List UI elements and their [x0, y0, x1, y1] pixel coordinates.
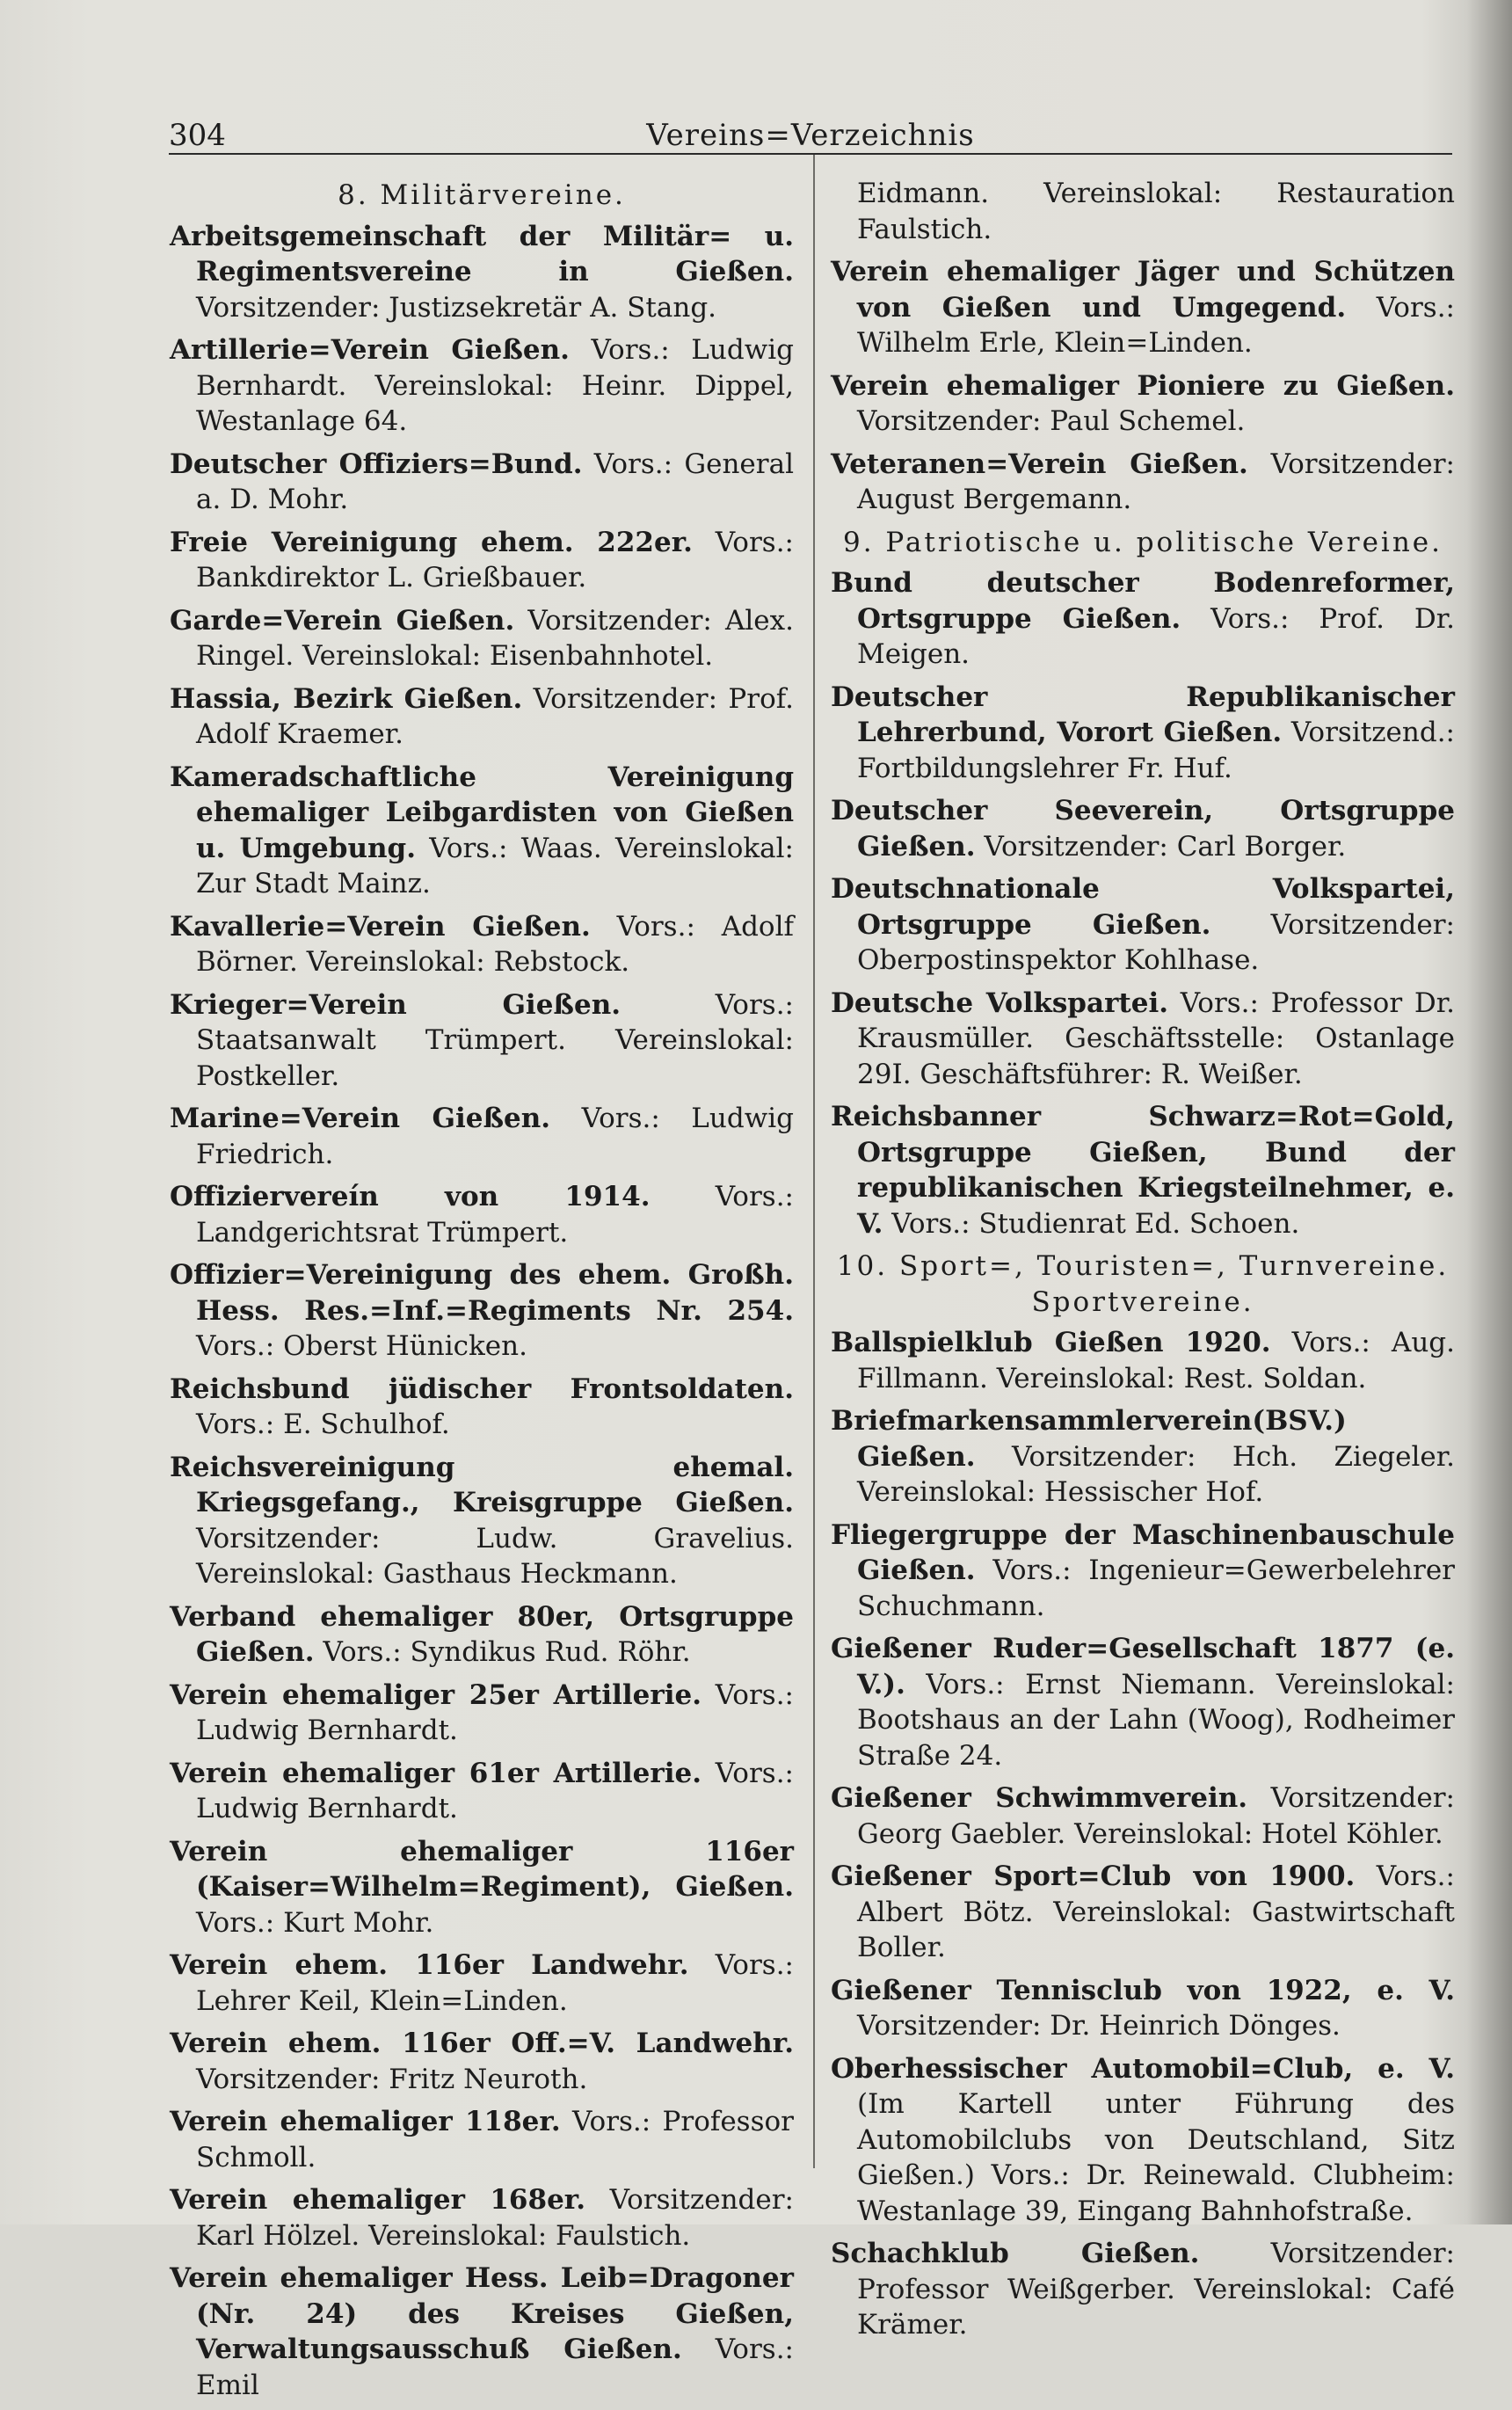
directory-entry [831, 1780, 1455, 1852]
entry-details: Vorsitzender: Oberpostinspektor Kohlhase. [857, 908, 1455, 976]
entry-name: Verein ehemaliger 168er. [170, 2184, 586, 2216]
page-number: 304 [169, 118, 226, 153]
directory-entry [170, 332, 794, 440]
entry-details: Vors.: Studienrat Ed. Schoen. [883, 1207, 1300, 1240]
entry-name: Verein ehemaliger Jäger und Schützen von Gießen und Umgegend. [831, 256, 1455, 324]
directory-entry [170, 987, 794, 1095]
directory-entry [170, 219, 794, 326]
entry-details: Vorsitzender: Ludw. Gravelius. Vereinslokal: Gasthaus Heckmann. [196, 1522, 794, 1590]
directory-entry [170, 1834, 794, 1941]
continuation-text: Eidmann. Vereinslokal: Restauration Faulstich. [857, 178, 1455, 245]
entry-details: Vors.: Wilhelm Erle, Klein=Linden. [857, 291, 1455, 359]
directory-entry [170, 2026, 794, 2097]
entry-name: Reichsbund jüdischer Frontsoldaten. [170, 1372, 794, 1405]
entry-name: Arbeitsgemeinschaft der Militär= u. Regimentsvereine in Gießen. [170, 220, 794, 288]
entry-name: Krieger=Verein Gießen. [170, 988, 622, 1021]
directory-entry [170, 1948, 794, 2019]
directory-entry [831, 871, 1455, 979]
directory-entry [170, 525, 794, 596]
directory-entry [170, 1372, 794, 1443]
directory-entry [831, 1325, 1455, 1396]
entry-name: Reichsvereinigung ehemal. Kriegsgefang., Kreisgruppe Gießen. [170, 1451, 794, 1518]
directory-entry [831, 1859, 1455, 1966]
entry-name: Offiziervereín von 1914. [170, 1181, 651, 1212]
entry-name: Verein ehemaliger 25er Artillerie. [170, 1678, 702, 1711]
directory-entry [831, 1403, 1455, 1511]
entry-details: Vors.: Staatsanwalt Trümpert. Vereinslokal: Postkeller. [196, 988, 794, 1092]
entry-details: Vors.: Prof. Dr. Meigen. [857, 602, 1456, 670]
entry-name: Verein ehem. 116er Landwehr. [170, 1949, 689, 1981]
entry-details: Vorsitzender: Paul Schemel. [857, 405, 1246, 437]
entry-details: Vors.: Albert Bötz. Vereinslokal: Gastwirtschaft Boller. [857, 1860, 1455, 1963]
entry-name: Reichsbanner Schwarz=Rot=Gold, Ortsgruppe Gießen, Bund der republikanischen Kriegsteilnehmer, e. V. [831, 1101, 1455, 1240]
entry-details: Vorsitzender: Fritz Neuroth. [196, 2063, 588, 2095]
directory-entry [170, 2182, 794, 2253]
entry-name: Hassia, Bezirk Gießen. [170, 682, 523, 715]
entry-details: Vors.: Ingenieur=Gewerbelehrer Schuchmann. [857, 1554, 1455, 1622]
entry-name: Gießener Sport=Club von 1900. [831, 1860, 1356, 1892]
entry-details: Vors.: Oberst Hünicken. [196, 1330, 527, 1362]
directory-entry [170, 603, 794, 674]
directory-entry [831, 1631, 1455, 1773]
entry-name: Garde=Verein Gießen. [170, 604, 515, 637]
directory-entry [831, 368, 1455, 440]
entry-details: Vorsitzender: Carl Borger. [975, 830, 1347, 863]
entry-name: Fliegergruppe der Maschinenbauschule Gießen. [831, 1518, 1455, 1586]
entry-name: Veteranen=Verein Gießen. [831, 448, 1248, 480]
directory-entry [831, 565, 1455, 673]
entry-details: Vors.: Kurt Mohr. [196, 1906, 434, 1939]
entry-details: Vorsitzender: Dr. Heinrich Dönges. [857, 2010, 1341, 2042]
column-divider [813, 155, 815, 2168]
directory-entry [170, 2104, 794, 2175]
entry-name: Bund deutscher Bodenreformer, Ortsgruppe Gießen. [831, 567, 1455, 635]
entry-name: Deutscher Offiziers=Bund. [170, 448, 583, 480]
entry-name: Kameradschaftliche Vereinigung ehemaliger Leibgardisten von Gießen u. Umgebung. [170, 761, 794, 864]
entry-name: Deutscher Republikanischer Lehrerbund, Vorort Gießen. [831, 681, 1455, 748]
entry-name: Offizier=Vereinigung des ehem. Großh. Hess. Res.=Inf.=Regiments Nr. 254. [170, 1259, 794, 1327]
directory-entry [831, 2051, 1455, 2230]
directory-entry [831, 447, 1455, 518]
entry-details: Vors.: E. Schulhof. [196, 1409, 450, 1440]
entry-name: Verein ehem. 116er Off.=V. Landwehr. [170, 2028, 794, 2059]
entry-details: Vors.: Ludwig Bernhardt. [196, 1678, 794, 1746]
entry-name: Deutschnationale Volkspartei, Ortsgruppe Gießen. [831, 873, 1455, 941]
entry-details: Vorsitzender: August Bergemann. [857, 448, 1455, 515]
entry-details: Vors.: Ludwig Friedrich. [196, 1103, 794, 1170]
section-heading: 8. Militärvereine. [338, 179, 626, 211]
directory-entry [831, 1518, 1455, 1625]
left-column [170, 176, 794, 2410]
directory-entry [831, 793, 1455, 864]
entry-details: Vors.: Adolf Börner. Vereinslokal: Rebstock. [196, 910, 794, 978]
directory-entry [170, 1101, 794, 1172]
entry-name: Ballspielklub Gießen 1920. [831, 1327, 1271, 1358]
directory-entry [170, 1756, 794, 1827]
section-heading: 10. Sport=, Touristen=, Turnvereine. Sportvereine. [836, 1250, 1450, 1318]
entry-name: Verein ehemaliger Pioniere zu Gießen. [831, 369, 1455, 402]
entry-name: Oberhessischer Automobil=Club, e. V. [831, 2052, 1455, 2085]
entry-name: Schachklub Gießen. [831, 2238, 1200, 2269]
entry-details: Vors.: Waas. Vereinslokal: Zur Stadt Mainz. [196, 832, 794, 899]
entry-details: Vorsitzender: Alex. Ringel. Vereinslokal: Eisenbahnhotel. [196, 604, 794, 672]
entry-name: Verband ehemaliger 80er, Ortsgruppe Gießen. [170, 1600, 794, 1668]
directory-entry [831, 1973, 1455, 2044]
directory-entry [170, 447, 794, 518]
entry-details: (Im Kartell unter Führung des Automobilclubs von Deutschland, Sitz Gießen.) Vors.: Dr. Reinewald. Clubheim: Westanlage 39, Eingang Bahnhofstraße. [857, 2088, 1455, 2227]
entry-details: Vorsitzender: Justizsekretär A. Stang. [196, 291, 717, 324]
running-head: Vereins=Verzeichnis [646, 118, 975, 153]
directory-entry [170, 1450, 794, 1592]
entry-name: Verein ehemaliger 118er. [170, 2106, 561, 2137]
directory-entry [170, 2261, 794, 2403]
entry-name: Gießener Tennisclub von 1922, e. V. [831, 1974, 1455, 2006]
directory-entry [170, 1678, 794, 1749]
entry-name: Verein ehemaliger Hess. Leib=Dragoner (Nr. 24) des Kreises Gießen, Verwaltungsausschuß Gießen. [170, 2262, 794, 2365]
entry-details: Vors.: Ernst Niemann. Vereinslokal: Bootshaus an der Lahn (Woog), Rodheimer Straße 24. [857, 1668, 1455, 1772]
entry-details: Vors.: Syndikus Rud. Röhr. [314, 1636, 691, 1668]
entry-details: Vors.: Ludwig Bernhardt. [196, 1757, 794, 1824]
section-heading: 9. Patriotische u. politische Vereine. [843, 526, 1443, 558]
entry-details: Vorsitzender: Karl Hölzel. Vereinslokal: Faulstich. [196, 2184, 794, 2252]
page-header [169, 113, 1452, 155]
entry-details: Vors.: Bankdirektor L. Grießbauer. [196, 526, 794, 593]
directory-entry [170, 760, 794, 902]
right-column [831, 176, 1455, 2350]
entry-details: Vors.: Ludwig Bernhardt. Vereinslokal: Heinr. Dippel, Westanlage 64. [196, 334, 794, 437]
entry-details: Vors.: Emil [196, 2334, 794, 2401]
directory-entry [831, 680, 1455, 787]
entry-details: Vors.: Aug. Fillmann. Vereinslokal: Rest. Soldan. [857, 1327, 1455, 1394]
directory-entry [170, 909, 794, 980]
directory-entry [170, 1179, 794, 1250]
directory-entry [170, 1599, 794, 1671]
directory-entry [831, 254, 1455, 361]
entry-details: Vorsitzender: Prof. Adolf Kraemer. [196, 682, 794, 750]
entry-details: Vors.: Landgerichtsrat Trümpert. [196, 1181, 795, 1249]
entry-name: Artillerie=Verein Gießen. [170, 334, 570, 366]
entry-details: Vors.: General a. D. Mohr. [196, 448, 794, 515]
entry-name: Kavallerie=Verein Gießen. [170, 910, 591, 943]
entry-details: Vorsitzend.: Fortbildungslehrer Fr. Huf. [857, 717, 1455, 784]
entry-details: Vors.: Professor Schmoll. [196, 2106, 794, 2173]
entry-details: Vorsitzender: Georg Gaebler. Vereinslokal: Hotel Köhler. [857, 1782, 1455, 1850]
directory-entry [831, 986, 1455, 1093]
entry-details: Vors.: Lehrer Keil, Klein=Linden. [196, 1949, 794, 2017]
entry-name: Deutscher Seeverein, Ortsgruppe Gießen. [831, 795, 1455, 863]
entry-details: Vorsitzender: Hch. Ziegeler. Vereinslokal: Hessischer Hof. [857, 1440, 1455, 1508]
entry-details: Vorsitzender: Professor Weißgerber. Vereinslokal: Café Krämer. [857, 2238, 1455, 2341]
entry-name: Briefmarkensammlerverein(BSV.) Gießen. [831, 1405, 1347, 1473]
entry-name: Freie Vereinigung ehem. 222er. [170, 526, 693, 558]
directory-entry [170, 681, 794, 753]
entry-name: Verein ehemaliger 61er Artillerie. [170, 1757, 702, 1789]
directory-entry [831, 2236, 1455, 2343]
entry-name: Gießener Ruder=Gesellschaft 1877 (e. V.). [831, 1633, 1455, 1700]
entry-name: Verein ehemaliger 116er (Kaiser=Wilhelm=Regiment), Gießen. [170, 1835, 794, 1903]
directory-entry [170, 1257, 794, 1365]
entry-name: Gießener Schwimmverein. [831, 1782, 1248, 1814]
directory-entry [831, 1099, 1455, 1241]
entry-name: Marine=Verein Gießen. [170, 1103, 551, 1134]
entry-name: Deutsche Volkspartei. [831, 987, 1169, 1019]
entry-details: Vors.: Professor Dr. Krausmüller. Geschäftsstelle: Ostanlage 29I. Geschäftsführer: R. Weißer. [857, 987, 1455, 1090]
